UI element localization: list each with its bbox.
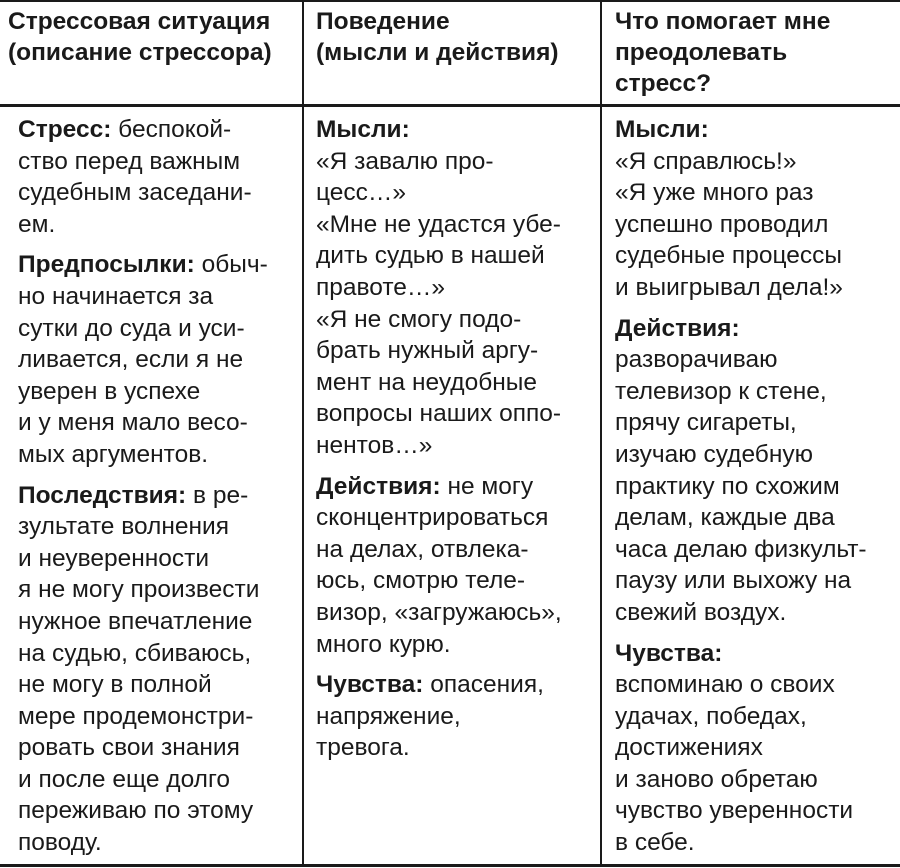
text-line: прячу сигареты, [615, 409, 797, 437]
text-line: дить судью в нашей [316, 242, 545, 270]
text-line: изучаю судебную [615, 440, 813, 468]
text-line: не могу [440, 472, 534, 500]
text-line: переживаю по этому [18, 797, 254, 825]
text-line: ливается, если я не [18, 346, 244, 374]
text-line: поводу. [18, 829, 102, 857]
text-line: сконцентрироваться [316, 504, 549, 532]
header-line: Поведение [316, 8, 450, 35]
text-line: не могу в полной [18, 671, 212, 699]
text-line: телевизор к стене, [615, 377, 827, 405]
text-line: вопросы наших оппо- [316, 400, 562, 428]
text-line: в себе. [615, 829, 695, 857]
text-line: паузу или выхожу на [615, 567, 852, 595]
text-line: нужное впечатление [18, 607, 253, 635]
text-line: успешно проводил [615, 210, 829, 238]
column-divider-2 [600, 0, 602, 867]
label-thoughts: Мысли: [615, 116, 709, 143]
text-line: чувство уверенности [615, 797, 854, 825]
text-line: ем. [18, 210, 56, 238]
text-line: ровать свои знания [18, 734, 240, 762]
label-feelings: Чувства: [615, 639, 723, 667]
text-line: сутки до суда и уси- [18, 314, 245, 342]
header-line: (описание стрессора) [8, 39, 272, 66]
text-line: «Я справлюсь!» [615, 147, 797, 175]
column-behavior [316, 114, 598, 773]
header-line: преодолевать [615, 39, 788, 66]
label-thoughts: Мысли: [316, 116, 410, 143]
text-line: тревога. [316, 734, 410, 762]
text-line: «Я уже много раз [615, 179, 814, 207]
column-stress-description [18, 114, 300, 868]
text-line: ство перед важным [18, 147, 241, 175]
paragraph-actions [615, 313, 897, 629]
text-line: обыч- [194, 251, 268, 279]
column-divider-1 [302, 0, 304, 867]
text-line: но начинается за [18, 282, 214, 310]
text-line: цесс…» [316, 179, 407, 207]
text-line: и выигрывал дела!» [615, 273, 843, 301]
text-line: в ре- [186, 481, 249, 509]
paragraph-feelings [615, 638, 897, 859]
header-line: Что помогает мне [615, 8, 831, 35]
header-line: (мысли и действия) [316, 39, 559, 66]
text-line: беспокой- [111, 116, 232, 143]
text-line: зультате волнения [18, 513, 229, 541]
text-line: уверен в успехе [18, 377, 201, 405]
text-line: и после еще долго [18, 765, 231, 793]
paragraph-feelings [316, 669, 598, 764]
text-line: удачах, победах, [615, 702, 807, 730]
label-stress: Стресс: [18, 116, 112, 143]
column-coping [615, 114, 897, 868]
text-line: свежий воздух. [615, 598, 787, 626]
text-line: «Я завалю про- [316, 147, 494, 175]
text-line: и у меня мало весо- [18, 409, 248, 437]
text-line: делам, каждые два [615, 504, 835, 532]
text-line: брать нужный аргу- [316, 337, 539, 365]
header-stress-situation [8, 6, 300, 68]
paragraph-stress [18, 114, 300, 240]
label-preconditions: Предпосылки: [18, 251, 195, 279]
label-actions: Действия: [316, 472, 441, 500]
header-line: стресс? [615, 70, 712, 97]
header-coping [615, 6, 897, 99]
text-line: достижениях [615, 734, 763, 762]
text-line: на судью, сбиваюсь, [18, 639, 252, 667]
text-line: судебные процессы [615, 242, 842, 270]
label-consequences: Последствия: [18, 481, 187, 509]
paragraph-preconditions [18, 249, 300, 470]
paragraph-thoughts [316, 114, 598, 462]
text-line: мент на неудобные [316, 368, 538, 396]
header-behavior [316, 6, 598, 68]
text-line: я не могу произвести [18, 576, 260, 604]
text-line: мых аргументов. [18, 440, 209, 468]
label-actions: Действия: [615, 314, 740, 342]
text-line: нентов…» [316, 431, 433, 459]
text-line: практику по схожим [615, 472, 840, 500]
paragraph-actions [316, 471, 598, 661]
text-line: юсь, смотрю теле- [316, 567, 526, 595]
text-line: много курю. [316, 630, 451, 658]
label-feelings: Чувства: [316, 671, 424, 699]
text-line: часа делаю физкульт- [615, 535, 867, 563]
header-top-rule [0, 0, 900, 2]
text-line: правоте…» [316, 273, 446, 301]
text-line: разворачиваю [615, 346, 778, 374]
text-line: и заново обретаю [615, 765, 818, 793]
paragraph-consequences [18, 480, 300, 859]
header-bottom-rule [0, 104, 900, 107]
text-line: судебным заседани- [18, 179, 252, 207]
paragraph-thoughts [615, 114, 897, 304]
text-line: мере продемонстри- [18, 702, 254, 730]
text-line: «Я не смогу подо- [316, 305, 522, 333]
text-line: вспоминаю о своих [615, 671, 835, 699]
text-line: визор, «загружаюсь», [316, 598, 562, 626]
text-line: и неуверенности [18, 544, 210, 572]
text-line: «Мне не удастся убе- [316, 210, 561, 238]
text-line: на делах, отвлека- [316, 535, 529, 563]
header-line: Стрессовая ситуация [8, 8, 271, 35]
text-line: напряжение, [316, 702, 461, 730]
text-line: опасения, [423, 671, 544, 699]
